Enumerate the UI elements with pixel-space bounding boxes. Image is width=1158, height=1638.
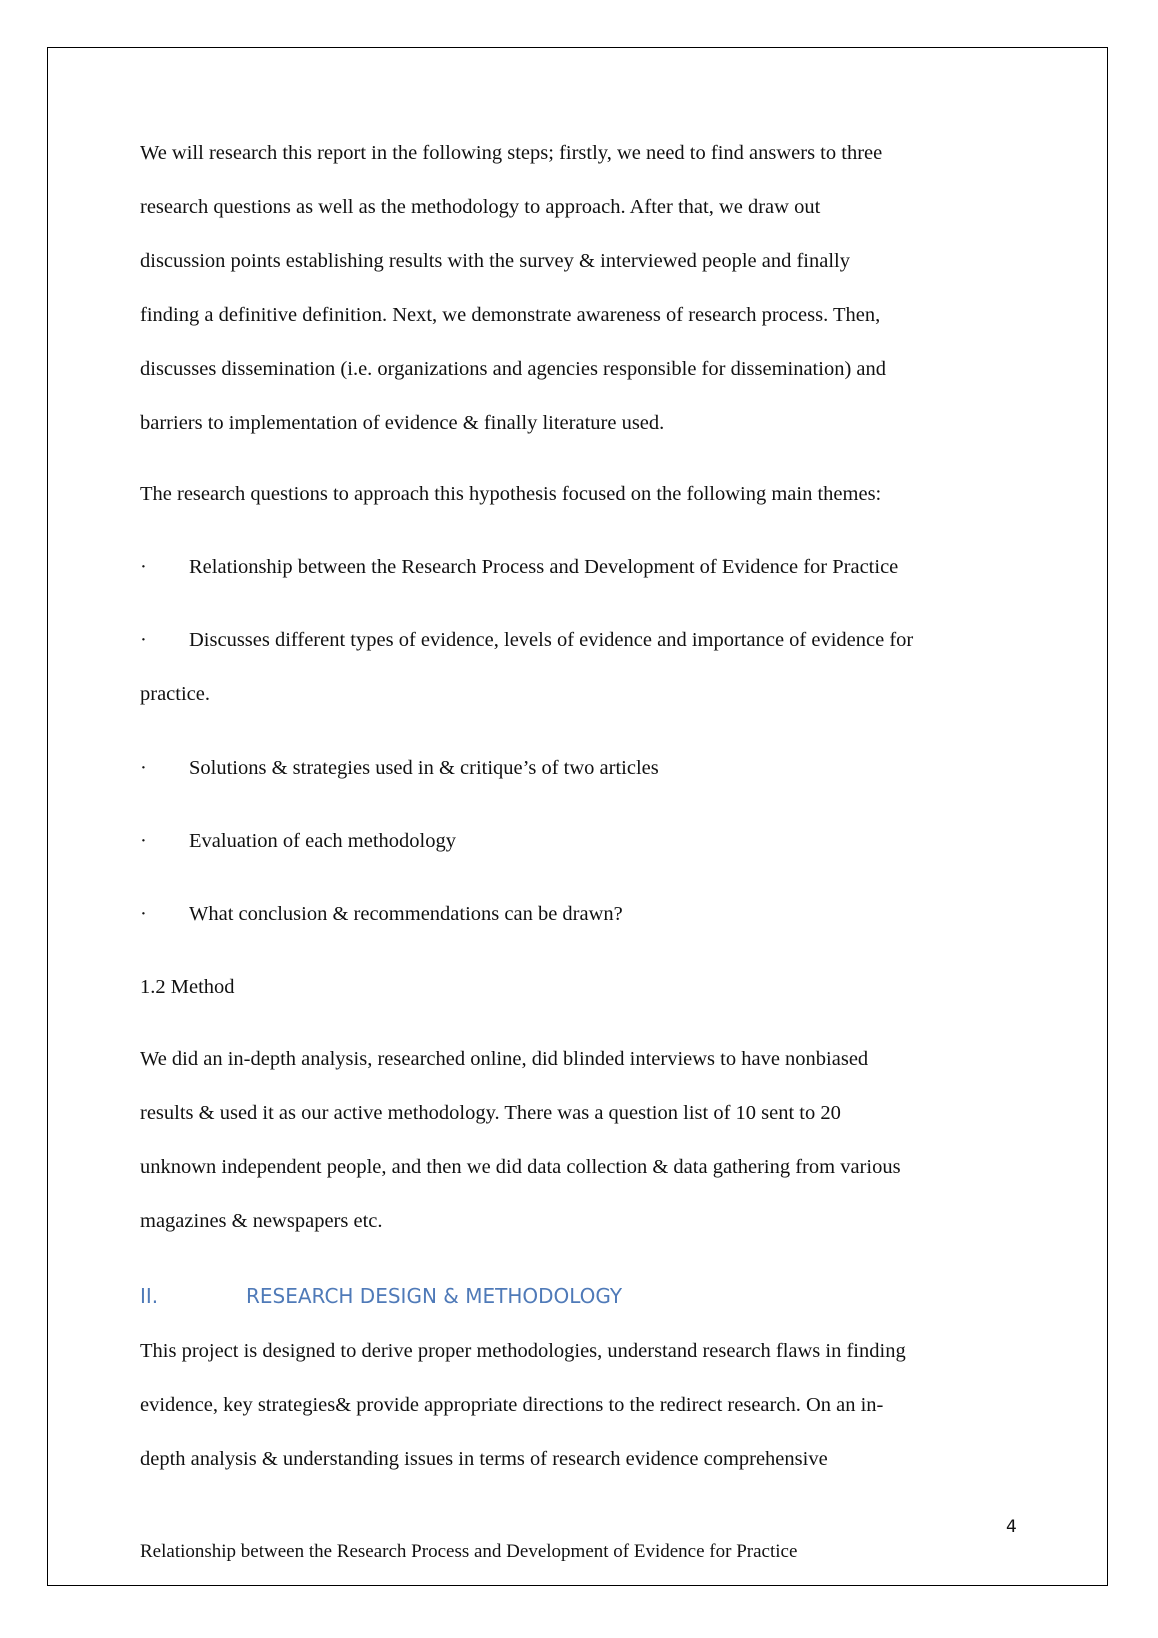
bullet-item xyxy=(140,741,659,795)
text-line: magazines & newspapers etc. xyxy=(140,1210,383,1232)
method-paragraph xyxy=(140,1032,901,1248)
bullet-text: Evaluation of each methodology xyxy=(189,830,456,852)
bullet-icon: · xyxy=(140,556,147,578)
text-line: finding a definitive definition. Next, we demonstrate awareness of research process. Then, xyxy=(140,304,881,326)
bullet-item xyxy=(140,887,623,941)
intro-paragraph xyxy=(140,126,886,450)
bullet-icon: · xyxy=(140,830,147,852)
method-heading: 1.2 Method xyxy=(140,976,235,998)
text-line: We will research this report in the following steps; firstly, we need to find answers to three xyxy=(140,142,883,164)
section-heading xyxy=(140,1278,622,1314)
text-line: discusses dissemination (i.e. organizations and agencies responsible for dissemination) and xyxy=(140,358,886,380)
bullet-text: Solutions & strategies used in & critique’s of two articles xyxy=(189,757,659,779)
bullet-icon: · xyxy=(140,757,147,779)
bullet-text: Discusses different types of evidence, levels of evidence and importance of evidence for xyxy=(189,629,914,651)
text-line: We did an in-depth analysis, researched online, did blinded interviews to have nonbiased xyxy=(140,1048,869,1070)
bullet-text: What conclusion & recommendations can be drawn? xyxy=(189,903,623,925)
section-number: II. xyxy=(140,1284,159,1308)
page-number: 4 xyxy=(1006,1517,1017,1537)
text-line: depth analysis & understanding issues in terms of research evidence comprehensive xyxy=(140,1448,828,1470)
bullet-continuation: practice. xyxy=(140,683,210,705)
bullet-item xyxy=(140,540,898,594)
text-line: results & used it as our active methodology. There was a question list of 10 sent to 20 xyxy=(140,1102,841,1124)
text-line: discussion points establishing results with the survey & interviewed people and finally xyxy=(140,250,850,272)
bullet-icon: · xyxy=(140,903,147,925)
bullet-text: Relationship between the Research Process and Development of Evidence for Practice xyxy=(189,556,899,578)
design-paragraph xyxy=(140,1324,906,1486)
text-line: This project is designed to derive proper methodologies, understand research flaws in finding xyxy=(140,1340,906,1362)
bullet-item xyxy=(140,814,456,868)
text-line: unknown independent people, and then we did data collection & data gathering from various xyxy=(140,1156,901,1178)
text-line: evidence, key strategies& provide appropriate directions to the redirect research. On an in- xyxy=(140,1394,884,1416)
themes-intro: The research questions to approach this hypothesis focused on the following main themes: xyxy=(140,483,882,505)
text-line: barriers to implementation of evidence & finally literature used. xyxy=(140,412,665,434)
bullet-item xyxy=(140,613,913,667)
footer-text: Relationship between the Research Process and Development of Evidence for Practice xyxy=(140,1541,798,1562)
bullet-icon: · xyxy=(140,629,147,651)
text-line: research questions as well as the methodology to approach. After that, we draw out xyxy=(140,196,821,218)
section-title: RESEARCH DESIGN & METHODOLOGY xyxy=(246,1284,623,1308)
